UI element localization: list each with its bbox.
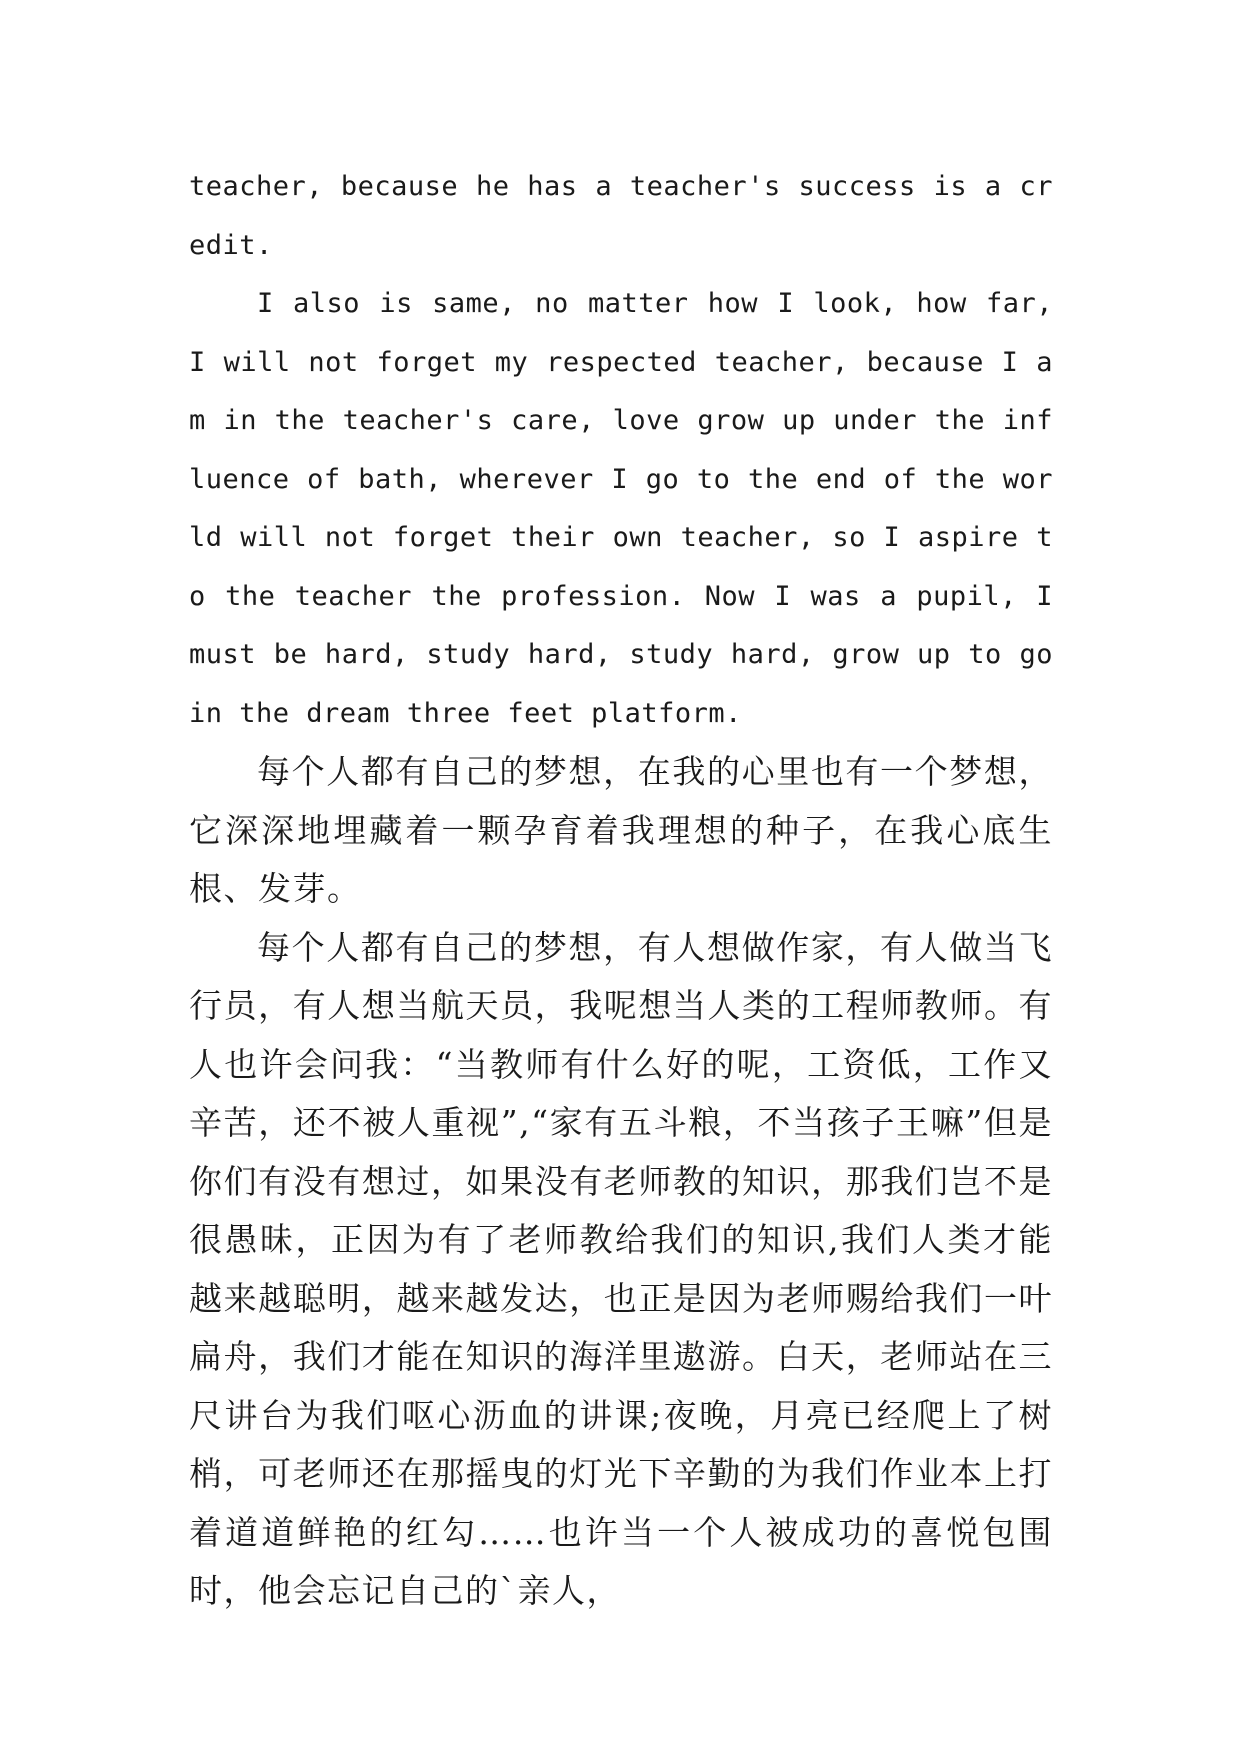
paragraph-aspire-teacher: I also is same, no matter how I look, how far, I will not forget my respected teacher, because I am in the teacher's care, love grow up under the influence of bath, wherever I go to the end of the world will not forget their own teacher, so I aspire to the teacher the profession. Now I was a pupil, I must be hard, study hard, study hard, grow up to go in the dream three feet platform. <box>189 288 1053 729</box>
paragraph-teacher-dream: 每个人都有自己的梦想，有人想做作家，有人做当飞行员，有人想当航天员，我呢想当人类的工程师教师。有人也许会问我：“当教师有什么好的呢，工资低，工作又辛苦，还不被人重视”,“家有五斗粮，不当孩子王嘛”但是你们有没有想过，如果没有老师教的知识，那我们岂不是很愚昧，正因为有了老师教给我们的知识,我们人类才能越来越聪明，越来越发达，也正是因为老师赐给我们一叶扁舟，我们才能在知识的海洋里遨游。白天，老师站在三尺讲台为我们呕心沥血的讲课;夜晚，月亮已经爬上了树梢，可老师还在那摇曳的灯光下辛勤的为我们作业本上打着道道鲜艳的红勾……也许当一个人被成功的喜悦包围时，他会忘记自己的`亲人， <box>189 927 1053 1610</box>
paragraph-credit: teacher, because he has a teacher's success is a credit. <box>189 171 1053 261</box>
document-body <box>189 158 1053 1621</box>
paragraph-dream-seed: 每个人都有自己的梦想，在我的心里也有一个梦想，它深深地埋藏着一颗孕育着我理想的种子，在我心底生根、发芽。 <box>189 752 1053 908</box>
